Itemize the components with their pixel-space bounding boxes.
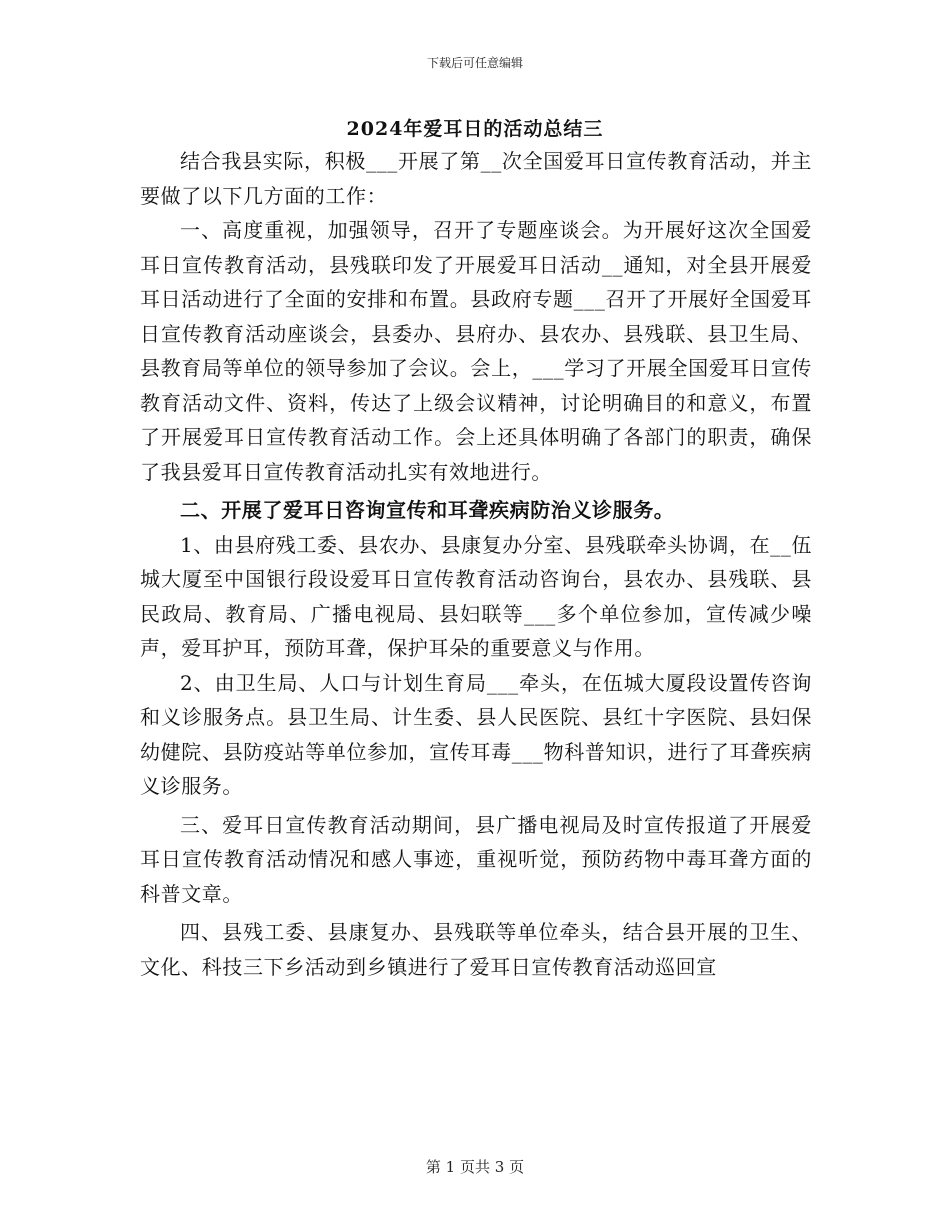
paragraph-item-1: 1、由县府残工委、县农办、县康复办分室、县残联牵头协调，在__伍城大厦至中国银行段设爱耳日宣传教育活动咨询台，县农办、县残联、县民政局、教育局、广播电视局、县妇联等___多个单位参加，宣传减少噪声，爱耳护耳，预防耳聋，保护耳朵的重要意义与作用。 bbox=[140, 532, 812, 660]
paragraph-section-1: 一、高度重视，加强领导，召开了专题座谈会。为开展好这次全国爱耳日宣传教育活动，县残联印发了开展爱耳日活动__通知，对全县开展爱耳日活动进行了全面的安排和布置。县政府专题___召开了开展好全国爱耳日宣传教育活动座谈会，县委办、县府办、县农办、县残联、县卫生局、县教育局等单位的领导参加了会议。会上，___学习了开展全国爱耳日宣传教育活动文件、资料，传达了上级会议精神，讨论明确目的和意义，布置了开展爱耳日宣传教育活动工作。会上还具体明确了各部门的职责，确保了我县爱耳日宣传教育活动扎实有效地进行。 bbox=[140, 218, 812, 484]
paragraph-intro: 结合我县实际，积极___开展了第__次全国爱耳日宣传教育活动，并主要做了以下几方面的工作： bbox=[140, 149, 812, 208]
page-footer: 第 1 页共 3 页 bbox=[425, 1158, 525, 1176]
section-heading-2: 二、开展了爱耳日咨询宣传和耳聋疾病防治义诊服务。 bbox=[180, 498, 675, 522]
document-body bbox=[140, 144, 812, 984]
paragraph-section-3: 三、爱耳日宣传教育活动期间，县广播电视局及时宣传报道了开展爱耳日宣传教育活动情况和感人事迹，重视听觉，预防药物中毒耳聋方面的科普文章。 bbox=[140, 812, 812, 906]
header-note: 下载后可任意编辑 bbox=[426, 56, 523, 70]
paragraph-item-2: 2、由卫生局、人口与计划生育局___牵头，在伍城大厦段设置传咨询和义诊服务点。县卫生局、计生委、县人民医院、县红十字医院、县妇保幼健院、县防疫站等单位参加，宣传耳毒___物科普知识，进行了耳聋疾病义诊服务。 bbox=[140, 670, 812, 798]
document-title: 2024年爱耳日的活动总结三 bbox=[346, 118, 604, 140]
paragraph-section-4: 四、县残工委、县康复办、县残联等单位牵头，结合县开展的卫生、文化、科技三下乡活动到乡镇进行了爱耳日宣传教育活动巡回宣 bbox=[140, 920, 812, 979]
